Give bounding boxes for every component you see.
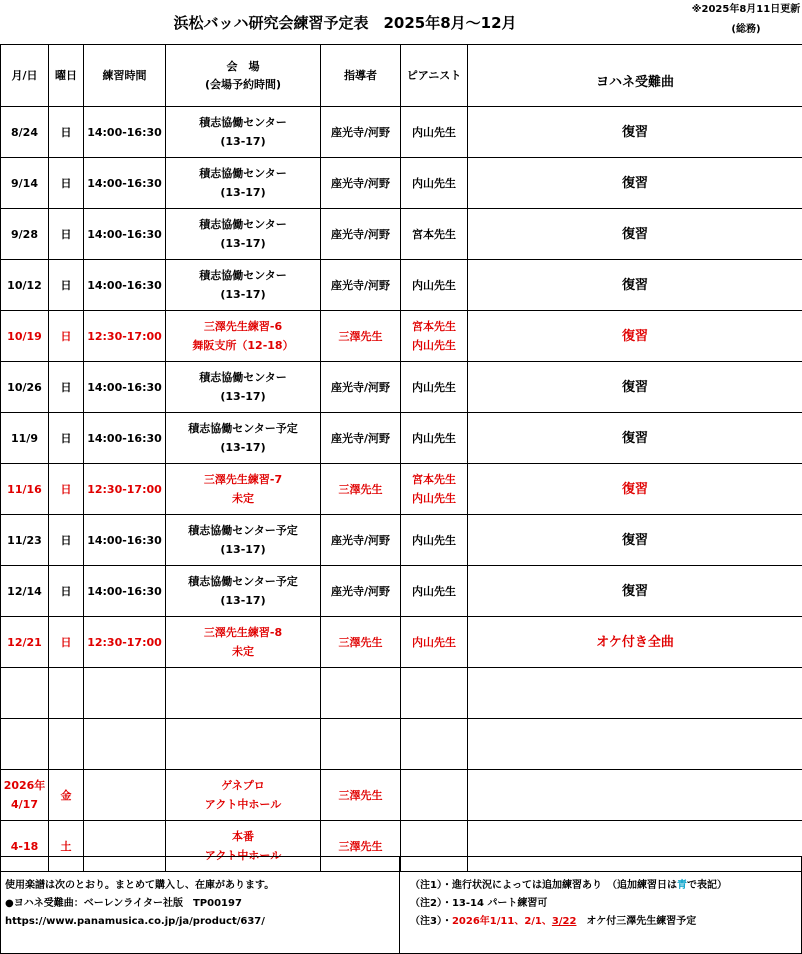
cell-venue: [166, 566, 321, 617]
cell-pianist: [401, 260, 468, 311]
col-header-time: 練習時間: [84, 45, 166, 107]
cell-weekday: [49, 668, 84, 719]
cell-piece: 復習: [468, 362, 802, 413]
cell-venue: [166, 668, 321, 719]
score-info-line2: ●ヨハネ受難曲：ベーレンライター社版 TP00197: [5, 898, 242, 909]
col-header-venue-l1: 会 場: [226, 59, 260, 73]
note-3-text-b: オケ付三澤先生練習予定: [576, 916, 697, 927]
cell-date: 10/12: [1, 260, 49, 311]
venue-line: (13-17): [220, 186, 266, 199]
cell-pianist: [401, 158, 468, 209]
cell-instructor: 三澤先生: [321, 617, 401, 668]
cell-weekday: 日: [49, 464, 84, 515]
note-1: [410, 877, 801, 895]
note-3: [410, 913, 801, 931]
pianist-line: 内山先生: [412, 125, 456, 139]
venue-line: アクト中ホール: [204, 849, 282, 862]
cell-date: 11/23: [1, 515, 49, 566]
cell-piece: 復習: [468, 260, 802, 311]
note-3-underlined: 3/22: [551, 916, 577, 927]
pianist-line: 内山先生: [412, 533, 456, 547]
cell-instructor: 座光寺/河野: [321, 107, 401, 158]
venue-line: (13-17): [220, 288, 266, 301]
cell-venue: [166, 515, 321, 566]
cell-time: 14:00-16:30: [84, 158, 166, 209]
cell-weekday: [49, 719, 84, 770]
table-row: [1, 719, 802, 770]
cell-instructor: 三澤先生: [321, 464, 401, 515]
cell-piece: 復習: [468, 413, 802, 464]
pianist-line: 内山先生: [412, 339, 456, 352]
cell-time: 14:00-16:30: [84, 413, 166, 464]
cell-weekday: 土: [49, 821, 84, 872]
venue-line: (13-17): [220, 390, 266, 403]
cell-instructor: 座光寺/河野: [321, 413, 401, 464]
cell-instructor: 座光寺/河野: [321, 158, 401, 209]
cell-venue: [166, 107, 321, 158]
cell-time: [84, 719, 166, 770]
table-row: [1, 260, 802, 311]
table-row: [1, 158, 802, 209]
table-row: [1, 209, 802, 260]
cell-weekday: 日: [49, 566, 84, 617]
cell-date: 4-18: [1, 821, 49, 872]
cell-piece: 復習: [468, 209, 802, 260]
cell-time: 14:00-16:30: [84, 515, 166, 566]
cell-pianist: [401, 566, 468, 617]
cell-piece: 復習: [468, 566, 802, 617]
cell-weekday: 日: [49, 362, 84, 413]
cell-pianist: [401, 311, 468, 362]
col-header-date: 月/日: [1, 45, 49, 107]
cell-instructor: 座光寺/河野: [321, 260, 401, 311]
cell-weekday: 日: [49, 413, 84, 464]
note-3-red: 2026年1/11、2/1、: [451, 916, 552, 927]
note-3-text-a: （注3）・: [410, 916, 452, 927]
cell-venue: [166, 362, 321, 413]
pianist-line: 宮本先生: [412, 227, 456, 241]
venue-line: (13-17): [220, 135, 266, 148]
table-row: [1, 515, 802, 566]
cell-time: [84, 770, 166, 821]
venue-line: アクト中ホール: [204, 798, 282, 811]
cell-date: 9/14: [1, 158, 49, 209]
cell-time: 12:30-17:00: [84, 464, 166, 515]
cell-weekday: 日: [49, 107, 84, 158]
cell-venue: [166, 413, 321, 464]
venue-line: 積志協働センター予定: [188, 524, 298, 537]
cell-piece: [468, 668, 802, 719]
pianist-line: 内山先生: [412, 492, 456, 505]
cell-instructor: 三澤先生: [321, 821, 401, 872]
pianist-line: 内山先生: [412, 635, 456, 649]
cell-date: 10/19: [1, 311, 49, 362]
cell-venue: [166, 617, 321, 668]
cell-venue: [166, 209, 321, 260]
cell-pianist: [401, 107, 468, 158]
cell-pianist: [401, 515, 468, 566]
score-info-line1: 使用楽譜は次のとおり。まとめて購入し、在庫があります。: [5, 880, 275, 891]
cell-instructor: 座光寺/河野: [321, 566, 401, 617]
cell-instructor: [321, 668, 401, 719]
cell-weekday: 日: [49, 617, 84, 668]
venue-line: 積志協働センター: [199, 218, 287, 231]
cell-pianist: [401, 362, 468, 413]
cell-pianist: [401, 413, 468, 464]
score-url[interactable]: https://www.panamusica.co.jp/ja/product/637/: [5, 916, 265, 927]
cell-weekday: 日: [49, 209, 84, 260]
cell-venue: [166, 260, 321, 311]
note-1-blue: 青: [676, 880, 687, 891]
cell-date-day: 4/17: [11, 798, 38, 811]
table-row: [1, 362, 802, 413]
cell-pianist: [401, 617, 468, 668]
pianist-line: 内山先生: [412, 431, 456, 445]
venue-line: 三澤先生練習-7: [203, 473, 283, 486]
cell-date: [1, 668, 49, 719]
cell-pianist: [401, 209, 468, 260]
venue-line: 積志協働センター: [199, 269, 287, 282]
cell-date: 9/28: [1, 209, 49, 260]
table-header-row: [1, 45, 802, 107]
cell-weekday: 日: [49, 311, 84, 362]
col-header-weekday: 曜日: [49, 45, 84, 107]
col-header-venue-l2: (会場予約時間): [204, 77, 282, 91]
table-row: [1, 464, 802, 515]
footer-notes: [400, 857, 802, 954]
table-row: [1, 311, 802, 362]
cell-venue: [166, 464, 321, 515]
venue-line: 本番: [232, 830, 254, 843]
cell-time: 14:00-16:30: [84, 566, 166, 617]
col-header-piece: ヨハネ受難曲: [468, 45, 802, 107]
note-1-text-a: （注1）・進行状況によっては追加練習あり （追加練習日は: [410, 880, 677, 891]
venue-line: 三澤先生練習-6: [203, 320, 283, 333]
venue-line: 未定: [232, 492, 254, 505]
cell-time: 14:00-16:30: [84, 107, 166, 158]
table-row: [1, 770, 802, 821]
cell-date: 11/9: [1, 413, 49, 464]
cell-date: [1, 770, 49, 821]
venue-line: 三澤先生練習-8: [203, 626, 283, 639]
col-header-pianist: ピアニスト: [401, 45, 468, 107]
cell-weekday: 日: [49, 158, 84, 209]
cell-piece: 復習: [468, 158, 802, 209]
cell-venue: [166, 158, 321, 209]
cell-piece: 復習: [468, 515, 802, 566]
table-row: [1, 668, 802, 719]
cell-instructor: 座光寺/河野: [321, 515, 401, 566]
footer-score-info: [0, 857, 400, 954]
pianist-line: 内山先生: [412, 380, 456, 394]
venue-line: (13-17): [220, 441, 266, 454]
note-2: （注2）・13-14 パート練習可: [410, 898, 548, 909]
col-header-instructor: 指導者: [321, 45, 401, 107]
cell-pianist: [401, 770, 468, 821]
cell-time: 12:30-17:00: [84, 617, 166, 668]
col-header-venue: [166, 45, 321, 107]
cell-instructor: 三澤先生: [321, 311, 401, 362]
cell-time: 14:00-16:30: [84, 362, 166, 413]
footer: [0, 856, 802, 954]
cell-time: [84, 668, 166, 719]
venue-line: (13-17): [220, 594, 266, 607]
venue-line: 積志協働センター: [199, 167, 287, 180]
cell-date: 12/14: [1, 566, 49, 617]
cell-date: 11/16: [1, 464, 49, 515]
cell-date: 10/26: [1, 362, 49, 413]
pianist-line: 宮本先生: [412, 320, 456, 333]
venue-line: 積志協働センター予定: [188, 422, 298, 435]
cell-piece: [468, 770, 802, 821]
venue-line: (13-17): [220, 237, 266, 250]
pianist-line: 内山先生: [412, 584, 456, 598]
cell-weekday: 日: [49, 260, 84, 311]
cell-pianist: [401, 719, 468, 770]
cell-piece: 復習: [468, 464, 802, 515]
table-row: [1, 617, 802, 668]
page-title: 浜松バッハ研究会練習予定表 2025年8月～12月: [173, 13, 517, 32]
cell-pianist: [401, 668, 468, 719]
cell-piece: [468, 719, 802, 770]
cell-venue: [166, 719, 321, 770]
venue-line: 積志協働センター: [199, 371, 287, 384]
cell-venue: [166, 770, 321, 821]
cell-weekday: 日: [49, 515, 84, 566]
table-row: [1, 107, 802, 158]
cell-time: 14:00-16:30: [84, 209, 166, 260]
cell-instructor: 座光寺/河野: [321, 362, 401, 413]
venue-line: (13-17): [220, 543, 266, 556]
table-row: [1, 413, 802, 464]
cell-instructor: 座光寺/河野: [321, 209, 401, 260]
update-note: ※2025年8月11日更新(総務): [691, 4, 801, 35]
cell-venue: [166, 311, 321, 362]
table-row: [1, 566, 802, 617]
pianist-line: 宮本先生: [412, 473, 456, 486]
cell-date: 8/24: [1, 107, 49, 158]
venue-line: 積志協働センター予定: [188, 575, 298, 588]
venue-line: ゲネプロ: [221, 779, 265, 792]
cell-time: 14:00-16:30: [84, 260, 166, 311]
cell-piece: 復習: [468, 311, 802, 362]
venue-line: 舞阪支所（12-18）: [192, 339, 294, 352]
cell-piece: 復習: [468, 107, 802, 158]
cell-date: 12/21: [1, 617, 49, 668]
cell-date-year: 2026年: [3, 779, 46, 792]
venue-line: 未定: [232, 645, 254, 658]
cell-instructor: [321, 719, 401, 770]
cell-piece: オケ付き全曲: [468, 617, 802, 668]
cell-time: 12:30-17:00: [84, 311, 166, 362]
note-1-text-b: で表記）: [686, 880, 727, 891]
cell-instructor: 三澤先生: [321, 770, 401, 821]
cell-date: [1, 719, 49, 770]
schedule-table: [0, 44, 802, 872]
venue-line: 積志協働センター: [199, 116, 287, 129]
cell-weekday: 金: [49, 770, 84, 821]
pianist-line: 内山先生: [412, 176, 456, 190]
cell-pianist: [401, 464, 468, 515]
pianist-line: 内山先生: [412, 278, 456, 292]
